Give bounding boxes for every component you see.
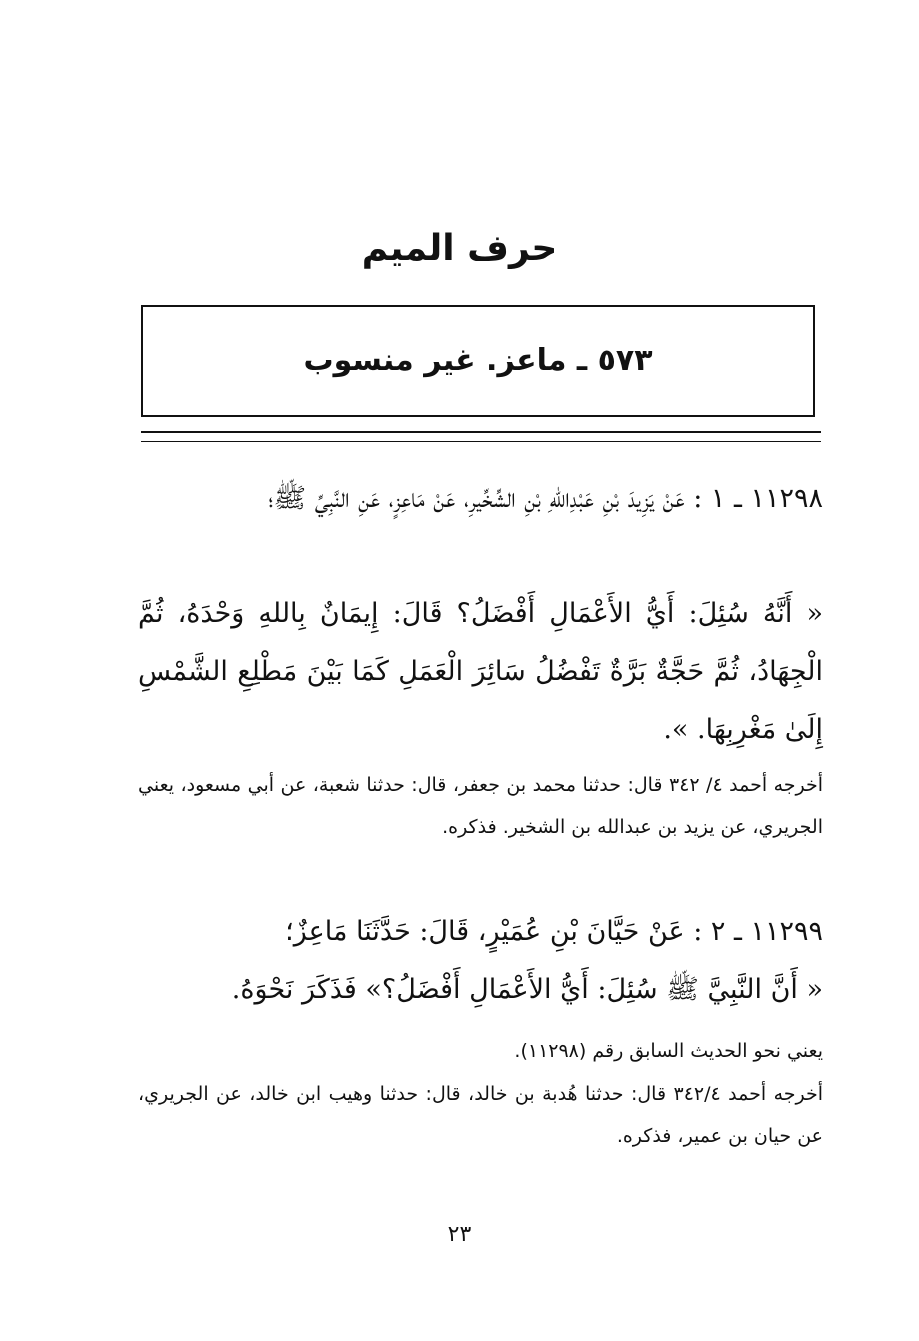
- hadith-2-matn: « أَنَّ النَّبِيَّ ﷺ سُئِلَ: أَيُّ الأَعْمَالِ أَفْضَلُ؟» فَذَكَرَ نَحْوَهُ.: [231, 974, 823, 1005]
- hadith-1-isnad: ١١٢٩٨ ـ ١ : عَنْ يَزِيدَ بْنِ عَبْدِاللهِ بْنِ الشِّخِّيرِ، عَنْ مَاعِزٍ، عَنِ النَّبِيِّ ﷺ؛: [268, 483, 823, 514]
- section-divider: [141, 431, 821, 433]
- chapter-title-text: حرف الميم: [361, 228, 558, 269]
- chapter-title: [0, 228, 919, 269]
- hadith-2-text: [138, 903, 823, 1019]
- hadith-1-takhrij: أخرجه أحمد ٤/ ٣٤٢ قال: حدثنا محمد بن جعفر، قال: حدثنا شعبة، عن أبي مسعود، يعني الجريري، عن يزيد بن عبدالله بن الشخير. فذكره.: [138, 774, 824, 838]
- page-number: ٢٣: [447, 1222, 472, 1247]
- narrator-heading: ٥٧٣ ـ ماعز. غير منسوب: [303, 343, 653, 378]
- hadith-2-isnad: ١١٢٩٩ ـ ٢ : عَنْ حَيَّانَ بْنِ عُمَيْرٍ، قَالَ: حَدَّثَنَا مَاعِزٌ؛: [285, 916, 823, 947]
- hadith-2-note: يعني نحو الحديث السابق رقم (١١٢٩٨).: [514, 1040, 823, 1062]
- hadith-2-takhrij: أخرجه أحمد ٣٤٢/٤ قال: حدثنا هُدبة بن خالد، قال: حدثنا وهيب ابن خالد، عن الجريري، عن حيان بن عمير، فذكره.: [138, 1083, 824, 1147]
- narrator-header-box: [141, 305, 815, 417]
- section-divider-thin: [141, 441, 821, 442]
- hadith-1-matn: « أَنَّهُ سُئِلَ: أَيُّ الأَعْمَالِ أَفْضَلُ؟ قَالَ: إِيمَانٌ بِاللهِ وَحْدَهُ، ثُمَّ الْجِهَادُ، ثُمَّ حَجَّةٌ بَرَّةٌ تَفْضُلُ سَائِرَ الْعَمَلِ كَمَا بَيْنَ مَطْلِعِ الشَّمْسِ إِلَىٰ مَغْرِبِهَا. ».: [138, 598, 823, 745]
